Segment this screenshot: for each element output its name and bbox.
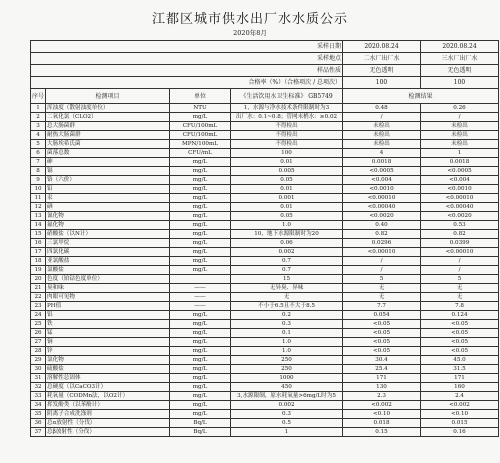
appearance-row	[31, 65, 499, 77]
test-item: 硫酸盐	[46, 365, 170, 374]
test-item: 锰	[46, 329, 170, 338]
row-number: 3	[31, 122, 46, 131]
test-item: 氯酸盐	[46, 266, 170, 275]
test-item: 二氧化氯（CLO2）	[46, 113, 170, 122]
column-header-row	[31, 89, 499, 104]
unit: mg/L	[170, 392, 231, 401]
result-plant-3: 未检出	[421, 140, 499, 149]
result-plant-3: <0.05	[421, 329, 499, 338]
standard-limit: 0.7	[231, 257, 343, 266]
sample-date-1: 2020.08.24	[343, 41, 421, 53]
test-item: 挥发酚类（以苯酚计）	[46, 401, 170, 410]
standard-limit: 0.002	[231, 248, 343, 257]
row-number: 26	[31, 329, 46, 338]
table-row	[31, 293, 499, 302]
result-plant-3: 7.8	[421, 302, 499, 311]
row-number: 31	[31, 374, 46, 383]
test-item: 阴离子合成洗涤剂	[46, 410, 170, 419]
row-number: 16	[31, 239, 46, 248]
table-row	[31, 311, 499, 320]
test-item: 镉	[46, 167, 170, 176]
standard-limit: 不得检出	[231, 122, 343, 131]
result-plant-2: 0.48	[343, 104, 421, 113]
standard-limit: 0.002	[231, 401, 343, 410]
result-plant-3: 5	[421, 275, 499, 284]
result-plant-2: <0.05	[343, 329, 421, 338]
unit: mg/L	[170, 266, 231, 275]
unit: mg/L	[170, 320, 231, 329]
table-row	[31, 284, 499, 293]
pass-rate-1: 100	[343, 77, 421, 89]
standard-limit: 0.3	[231, 410, 343, 419]
test-item: 总α放射性（分伐）	[46, 419, 170, 428]
result-plant-2: 30.4	[343, 356, 421, 365]
test-item: 氟化物	[46, 221, 170, 230]
col-header-standard: 《生活饮用水卫生标准》 GB5749	[231, 89, 343, 104]
row-number: 34	[31, 401, 46, 410]
row-number: 8	[31, 167, 46, 176]
row-number: 15	[31, 230, 46, 239]
unit: mg/L	[170, 410, 231, 419]
result-plant-3: 0.0018	[421, 158, 499, 167]
standard-limit: 0.01	[231, 203, 343, 212]
row-number: 28	[31, 347, 46, 356]
standard-limit: 0.01	[231, 158, 343, 167]
appearance-1: 无色透明	[343, 65, 421, 77]
standard-limit: 15	[231, 275, 343, 284]
row-number: 22	[31, 293, 46, 302]
pass-rate-2: 100	[421, 77, 499, 89]
test-item: 亚氯酸盐	[46, 257, 170, 266]
test-item: 氰化物	[46, 212, 170, 221]
standard-limit: 0.05	[231, 212, 343, 221]
result-plant-2: 未检出	[343, 131, 421, 140]
unit: Bq/L	[170, 419, 231, 428]
result-plant-2: 7.7	[343, 302, 421, 311]
standard-limit: 250	[231, 356, 343, 365]
sample-site-row	[31, 53, 499, 65]
standard-limit: 0.5	[231, 419, 343, 428]
sample-site-2: 三水厂出厂水	[421, 53, 499, 65]
unit: mg/L	[170, 194, 231, 203]
result-plant-3: 无	[421, 284, 499, 293]
result-plant-2: 0.054	[343, 311, 421, 320]
unit: ——	[170, 284, 231, 293]
table-row	[31, 149, 499, 158]
col-header-no: 序号	[31, 89, 46, 104]
appearance-label: 样品性质	[31, 65, 343, 77]
test-item: 溶解性总固体	[46, 374, 170, 383]
unit: mg/L	[170, 113, 231, 122]
standard-limit: 0.05	[231, 176, 343, 185]
row-number: 7	[31, 158, 46, 167]
unit: mg/L	[170, 383, 231, 392]
table-row	[31, 248, 499, 257]
test-item: 色度（铂钴色度单位）	[46, 275, 170, 284]
row-number: 9	[31, 176, 46, 185]
row-number: 33	[31, 392, 46, 401]
table-row	[31, 275, 499, 284]
result-plant-2: <0.10	[343, 410, 421, 419]
unit: mg/L	[170, 158, 231, 167]
table-row	[31, 401, 499, 410]
unit: CFU/mL	[170, 149, 231, 158]
test-item: 铁	[46, 320, 170, 329]
result-plant-3: 0.53	[421, 221, 499, 230]
test-item: 总硬度（以CaCO3计）	[46, 383, 170, 392]
standard-limit: 1.0	[231, 347, 343, 356]
result-plant-2: 未检出	[343, 140, 421, 149]
standard-limit: 0.001	[231, 194, 343, 203]
pass-rate-row	[31, 77, 499, 89]
standard-limit: 1	[231, 428, 343, 437]
document-title: 江都区城市供水出厂水水质公示	[151, 12, 348, 27]
result-plant-2: <0.004	[343, 176, 421, 185]
result-plant-2: 25.4	[343, 365, 421, 374]
standard-limit: 无异臭、异味	[231, 284, 343, 293]
standard-limit: 0.1	[231, 329, 343, 338]
result-plant-3: 45.0	[421, 356, 499, 365]
unit: mg/L	[170, 365, 231, 374]
sample-site-label: 采样地点	[31, 53, 343, 65]
result-plant-3: 0.0399	[421, 239, 499, 248]
unit: mg/L	[170, 167, 231, 176]
test-item: 氯化物	[46, 356, 170, 365]
test-item: PH值	[46, 302, 170, 311]
result-plant-2: <0.0020	[343, 212, 421, 221]
result-plant-3: 0.124	[421, 311, 499, 320]
test-item: 铝	[46, 311, 170, 320]
table-row	[31, 356, 499, 365]
unit: Bq/L	[170, 428, 231, 437]
pass-rate-label: 合格率（%）（合格项次 / 总项次）	[31, 77, 343, 89]
result-plant-3: <0.0010	[421, 185, 499, 194]
result-plant-3: 2.4	[421, 392, 499, 401]
result-plant-3: 0.82	[421, 230, 499, 239]
table-row	[31, 239, 499, 248]
standard-limit: 0.01	[231, 185, 343, 194]
row-number: 35	[31, 410, 46, 419]
water-quality-table	[30, 40, 499, 437]
table-row	[31, 203, 499, 212]
row-number: 2	[31, 113, 46, 122]
result-plant-2: <0.00010	[343, 248, 421, 257]
row-number: 23	[31, 302, 46, 311]
table-row	[31, 104, 499, 113]
appearance-2: 无色透明	[421, 65, 499, 77]
unit	[170, 275, 231, 284]
result-plant-2: /	[343, 113, 421, 122]
sample-site-1: 二水厂出厂水	[343, 53, 421, 65]
result-plant-2: <0.0010	[343, 185, 421, 194]
row-number: 30	[31, 365, 46, 374]
standard-limit: 250	[231, 365, 343, 374]
test-item: 臭和味	[46, 284, 170, 293]
test-item: 硒	[46, 203, 170, 212]
result-plant-3: 0.16	[421, 428, 499, 437]
result-plant-2: 无	[343, 284, 421, 293]
standard-limit: 1000	[231, 374, 343, 383]
col-header-unit: 单位	[170, 89, 231, 104]
result-plant-3: /	[421, 266, 499, 275]
row-number: 17	[31, 248, 46, 257]
result-plant-3: <0.0020	[421, 212, 499, 221]
unit: mg/L	[170, 221, 231, 230]
result-plant-3: /	[421, 113, 499, 122]
table-row	[31, 185, 499, 194]
table-row	[31, 347, 499, 356]
standard-limit: 3,水源限制，原水耗氧量>6mg/L时为5	[231, 392, 343, 401]
standard-limit: 0.2	[231, 311, 343, 320]
result-plant-2: 0.40	[343, 221, 421, 230]
sample-date-2: 2020.08.24	[421, 41, 499, 53]
unit: mg/L	[170, 329, 231, 338]
row-number: 27	[31, 338, 46, 347]
row-number: 29	[31, 356, 46, 365]
result-plant-2: 0.82	[343, 230, 421, 239]
result-plant-3: 未检出	[421, 131, 499, 140]
result-plant-2: <0.00010	[343, 194, 421, 203]
unit: mg/L	[170, 185, 231, 194]
result-plant-3: <0.00010	[421, 194, 499, 203]
table-row	[31, 257, 499, 266]
table-row	[31, 419, 499, 428]
result-plant-2: /	[343, 257, 421, 266]
result-plant-3: <0.05	[421, 347, 499, 356]
unit: mg/L	[170, 212, 231, 221]
result-plant-3: <0.05	[421, 338, 499, 347]
table-row	[31, 158, 499, 167]
unit: mg/L	[170, 248, 231, 257]
standard-limit: 1，水源与净水技术条件限制时为3	[231, 104, 343, 113]
row-number: 36	[31, 419, 46, 428]
sample-date-label: 采样日期	[31, 41, 343, 53]
table-row	[31, 320, 499, 329]
table-row	[31, 392, 499, 401]
col-header-results: 检测结果	[343, 89, 499, 104]
result-plant-2: 0.0296	[343, 239, 421, 248]
result-plant-3: 0.015	[421, 419, 499, 428]
test-item: 锌	[46, 347, 170, 356]
test-item: 铅	[46, 185, 170, 194]
row-number: 19	[31, 266, 46, 275]
row-number: 11	[31, 194, 46, 203]
unit: mg/L	[170, 230, 231, 239]
unit: mg/L	[170, 356, 231, 365]
result-plant-2: /	[343, 266, 421, 275]
standard-limit: 100	[231, 149, 343, 158]
test-item: 砷	[46, 158, 170, 167]
result-plant-3: 171	[421, 374, 499, 383]
test-item: 浑浊度（散射浊度单位）	[46, 104, 170, 113]
row-number: 37	[31, 428, 46, 437]
table-row	[31, 212, 499, 221]
row-number: 21	[31, 284, 46, 293]
unit: ——	[170, 293, 231, 302]
unit: mg/L	[170, 338, 231, 347]
row-number: 24	[31, 311, 46, 320]
result-plant-3: 31.5	[421, 365, 499, 374]
standard-limit: 450	[231, 383, 343, 392]
standard-limit: 0.005	[231, 167, 343, 176]
unit: mg/L	[170, 374, 231, 383]
table-row	[31, 131, 499, 140]
test-item: 菌落总数	[46, 149, 170, 158]
table-row	[31, 167, 499, 176]
result-plant-2: <0.05	[343, 320, 421, 329]
result-plant-2: <0.00040	[343, 203, 421, 212]
result-plant-3: /	[421, 257, 499, 266]
standard-limit: 1.0	[231, 221, 343, 230]
table-row	[31, 374, 499, 383]
unit: mg/L	[170, 203, 231, 212]
table-row	[31, 329, 499, 338]
result-plant-3: 1	[421, 149, 499, 158]
result-plant-3: 未检出	[421, 122, 499, 131]
row-number: 32	[31, 383, 46, 392]
table-row	[31, 266, 499, 275]
standard-limit: 不小于6.5且不大于8.5	[231, 302, 343, 311]
row-number: 10	[31, 185, 46, 194]
test-item: 耐热大肠菌群	[46, 131, 170, 140]
standard-limit: 0.7	[231, 266, 343, 275]
test-item: 总β放射性（分伐）	[46, 428, 170, 437]
table-row	[31, 221, 499, 230]
result-plant-2: 未检出	[343, 122, 421, 131]
test-item: 大肠埃希氏菌	[46, 140, 170, 149]
result-plant-2: 0.0018	[343, 158, 421, 167]
result-plant-3: <0.002	[421, 401, 499, 410]
table-row	[31, 302, 499, 311]
result-plant-3: <0.05	[421, 320, 499, 329]
result-plant-3: 0.26	[421, 104, 499, 113]
unit: mg/L	[170, 347, 231, 356]
result-plant-2: 5	[343, 275, 421, 284]
table-row	[31, 113, 499, 122]
result-plant-3: <0.00040	[421, 203, 499, 212]
result-plant-2: <0.0005	[343, 167, 421, 176]
result-plant-2: 130	[343, 383, 421, 392]
table-row	[31, 194, 499, 203]
table-row	[31, 230, 499, 239]
row-number: 25	[31, 320, 46, 329]
result-plant-2: 0.15	[343, 428, 421, 437]
row-number: 14	[31, 221, 46, 230]
table-row	[31, 410, 499, 419]
test-item: 硝酸盐（以N计）	[46, 230, 170, 239]
standard-limit: 1.0	[231, 338, 343, 347]
standard-limit: 10，地下水源限制时为20	[231, 230, 343, 239]
table-row	[31, 122, 499, 131]
row-number: 6	[31, 149, 46, 158]
row-number: 13	[31, 212, 46, 221]
result-plant-2: <0.05	[343, 338, 421, 347]
standard-limit: 0.06	[231, 239, 343, 248]
result-plant-2: 无	[343, 293, 421, 302]
unit: CFU/100mL	[170, 122, 231, 131]
test-item: 四氯化碳	[46, 248, 170, 257]
table-row	[31, 428, 499, 437]
unit: MPN/100mL	[170, 140, 231, 149]
result-plant-2: 171	[343, 374, 421, 383]
row-number: 1	[31, 104, 46, 113]
table-row	[31, 176, 499, 185]
col-header-item: 检测项目	[46, 89, 170, 104]
result-plant-2: 4	[343, 149, 421, 158]
test-item: 总大肠菌群	[46, 122, 170, 131]
test-item: 肉眼可见物	[46, 293, 170, 302]
unit: mg/L	[170, 176, 231, 185]
test-item: 耗氧量（CODMn法，以O2计）	[46, 392, 170, 401]
result-plant-2: 2.3	[343, 392, 421, 401]
row-number: 12	[31, 203, 46, 212]
standard-limit: 不得检出	[231, 131, 343, 140]
test-item: 汞	[46, 194, 170, 203]
result-plant-3: <0.00010	[421, 248, 499, 257]
unit: CFU/100mL	[170, 131, 231, 140]
test-item: 铬（六价）	[46, 176, 170, 185]
result-plant-3: 160	[421, 383, 499, 392]
result-plant-2: 0.018	[343, 419, 421, 428]
unit: mg/L	[170, 257, 231, 266]
standard-limit: 0.3	[231, 320, 343, 329]
result-plant-3: <0.10	[421, 410, 499, 419]
standard-limit: 出厂水：0.1~0.8；管网末梢水：≥0.02	[231, 113, 343, 122]
row-number: 18	[31, 257, 46, 266]
table-row	[31, 365, 499, 374]
document-date: 2020年8月	[233, 29, 267, 37]
unit: mg/L	[170, 401, 231, 410]
test-item: 三氯甲烷	[46, 239, 170, 248]
standard-limit: 不得检出	[231, 140, 343, 149]
result-plant-3: <0.0005	[421, 167, 499, 176]
result-plant-2: <0.05	[343, 347, 421, 356]
unit: mg/L	[170, 239, 231, 248]
unit: ——	[170, 302, 231, 311]
table-row	[31, 383, 499, 392]
row-number: 20	[31, 275, 46, 284]
standard-limit: 无	[231, 293, 343, 302]
row-number: 4	[31, 131, 46, 140]
unit: NTU	[170, 104, 231, 113]
table-row	[31, 338, 499, 347]
result-plant-3: <0.004	[421, 176, 499, 185]
test-item: 铜	[46, 338, 170, 347]
table-row	[31, 140, 499, 149]
result-plant-2: <0.002	[343, 401, 421, 410]
unit: mg/L	[170, 311, 231, 320]
sample-date-row	[31, 41, 499, 53]
row-number: 5	[31, 140, 46, 149]
result-plant-3: 无	[421, 293, 499, 302]
